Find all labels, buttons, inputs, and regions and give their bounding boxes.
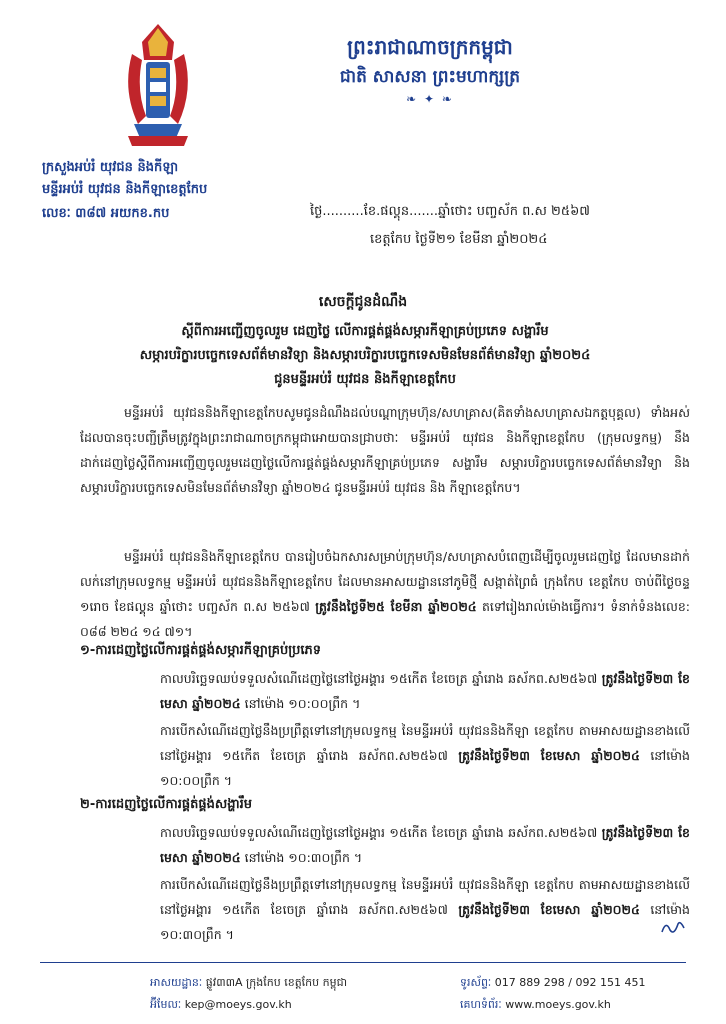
closing-text: កាលបរិច្ឆេទឈប់ទទួលសំណើដេញថ្លៃនៅថ្ងៃអង្គារ ១៥កើត ខែចេត្រ ឆ្នាំរោង ឆស័កព.ស២៥៦៧: [160, 825, 598, 840]
footer-divider: [40, 962, 686, 963]
opening-date: ត្រូវនឹងថ្ងៃទី២៣ ខែមេសា ឆ្នាំ២០២៤: [458, 748, 640, 763]
footer-address: [150, 976, 347, 992]
document-title: សេចក្តីជូនដំណឹង: [318, 294, 408, 310]
closing-date: ត្រូវនឹងថ្ងៃទី២៣ ខែមេសា ឆ្នាំ២០២៤: [160, 825, 690, 865]
paragraph-2-tail: តទៅរៀងរាល់ម៉ោងធ្វើការ។ ទំនាក់ទំនងលេខ: ០៨៨ ២២៤ ១៤ ៧១។: [80, 599, 690, 639]
section-2-opening: [160, 872, 690, 947]
subject-line: សម្ភារបរិក្ខារបច្ចេកទេសព័ត៌មានវិទ្យា និងសម្ភារបរិក្ខារបច្ចេកទេសមិនមែនព័ត៌មានវិទ្យា ឆ្នាំ២០២៤: [139, 348, 591, 363]
website-value[interactable]: www.moeys.gov.kh: [505, 998, 611, 1011]
phone-value: 017 889 298 / 092 151 451: [494, 976, 646, 989]
initials-signature: [660, 918, 686, 938]
section-1-closing: [160, 666, 690, 716]
email-label: អ៊ីមែលៈ: [150, 998, 182, 1011]
paragraph-2-date: ត្រូវនឹងថ្ងៃទី២៥ ខែមីនា ឆ្នាំ២០២៤: [315, 599, 477, 614]
footer-phone: [460, 976, 645, 992]
opening-text: ការបើកសំណើដេញថ្លៃនឹងប្រព្រឹត្តទៅនៅក្រុមលទ្ធកម្ម នៃមន្ទីរអប់រំ យុវជននិងកីឡា ខេត្តកែប តាមអាសយដ្ឋានខាងលើ នៅថ្ងៃអង្គារ ១៥កើត ខែចេត្រ ឆ្នាំរោង ឆស័កព.ស២៥៦៧: [160, 877, 690, 917]
closing-text: កាលបរិច្ឆេទឈប់ទទួលសំណើដេញថ្លៃនៅថ្ងៃអង្គារ ១៥កើត ខែចេត្រ ឆ្នាំរោង ឆស័កព.ស២៥៦៧: [160, 671, 598, 686]
body-paragraph-2: [80, 544, 690, 644]
paragraph-2-lead: មន្ទីរអប់រំ យុវជននិងកីឡាខេត្តកែប បានរៀបចំឯកសារសម្រាប់ក្រុមហ៊ុន/សហគ្រាសបំពេញដើម្បីចូលរួមដេញថ្លៃ ដែលមានដាក់លក់នៅក្រុមលទ្ធកម្ម មន្ទីរអប់រំ យុវជននិងកីឡាខេត្តកែប ដែលមានអាសយដ្ឋាននៅភូមិថ្មី សង្កាត់ព្រៃធំ ក្រុងកែប ខេត្តកែប ចាប់ពីថ្ងៃចន្ទ ១រោច ខែផល្គុន ឆ្នាំថោះ បញ្ចស័ក ព.ស ២៥៦៧: [80, 549, 690, 614]
footer-website: [460, 998, 611, 1014]
reference-number: លេខៈ ៣៨៧ អយកខ.កប: [42, 206, 170, 221]
phone-label: ទូរស័ព្ទៈ: [460, 976, 492, 989]
opening-date: ត្រូវនឹងថ្ងៃទី២៣ ខែមេសា ឆ្នាំ២០២៤: [458, 902, 640, 917]
ministry-name: ក្រសួងអប់រំ យុវជន និងកីឡា: [42, 160, 179, 175]
closing-time: នៅម៉ោង ១០:០០ព្រឹក ។: [240, 696, 361, 711]
opening-text: ការបើកសំណើដេញថ្លៃនឹងប្រព្រឹត្តទៅនៅក្រុមលទ្ធកម្ម នៃមន្ទីរអប់រំ យុវជននិងកីឡា ខេត្តកែប តាមអាសយដ្ឋានខាងលើ នៅថ្ងៃអង្គារ ១៥កើត ខែចេត្រ ឆ្នាំរោង ឆស័កព.ស២៥៦៧: [160, 723, 690, 763]
ministry-emblem: [118, 20, 198, 150]
kingdom-heading: ព្រះរាជាណាចក្រកម្ពុជា: [347, 35, 513, 59]
address-value: ផ្លូវ៣៣A ក្រុងកែប ខេត្តកែប កម្ពុជា: [205, 976, 348, 989]
solar-date: ខេត្តកែប ថ្ងៃទី២១ ខែមីនា ឆ្នាំ២០២៤: [370, 232, 548, 247]
opening-time: នៅម៉ោង ១០:០០ព្រឹក ។: [160, 748, 690, 788]
closing-date: ត្រូវនឹងថ្ងៃទី២៣ ខែមេសា ឆ្នាំ២០២៤: [160, 671, 690, 711]
document-subject: [40, 320, 690, 392]
body-paragraph-1: មន្ទីរអប់រំ យុវជននិងកីឡាខេត្តកែបសូមជូនដំណឹងដល់បណ្តាក្រុមហ៊ុន/សហគ្រាស(គិតទាំងសហគ្រាសឯកត្តបុគ្គល) ទាំងអស់ដែលបានចុះបញ្ជីត្រឹមត្រូវក្នុងព្រះរាជាណាចក្រកម្ពុជាអោយបានជ្រាបថាៈ មន្ទីរអប់រំ យុវជន និងកីឡាខេត្តកែប (ក្រុមលទ្ធកម្ម) នឹងដាក់ដេញថ្លៃស្តីពីការអញ្ជើញចូលរួមដេញថ្លៃលើការផ្គត់ផ្គង់សម្ភារកីឡាគ្រប់ប្រភេទ សង្ហារឹម សម្ភារបរិក្ខារបច្ចេកទេសព័ត៌មានវិទ្យា និងសម្ភារបរិក្ខារបច្ចេកទេសមិនមែនព័ត៌មានវិទ្យា ឆ្នាំ២០២៤ ជូនមន្ទីរអប់រំ យុវជន និង កីឡាខេត្តកែប។: [80, 405, 690, 495]
subject-line: ស្តីពីការអញ្ជើញចូលរួម ដេញថ្លៃ លើការផ្គត់ផ្គង់សម្ភារកីឡាគ្រប់ប្រភេទ សង្ហារឹម: [181, 324, 549, 339]
motto-ornament: ❧ ✦ ❧: [406, 92, 454, 106]
address-label: អាសយដ្ឋានៈ: [150, 976, 203, 989]
section-1-heading: ១-ការដេញថ្លៃលើការផ្គត់ផ្គង់សម្ភារកីឡាគ្រប់ប្រភេទ: [80, 643, 322, 658]
email-value[interactable]: kep@moeys.gov.kh: [184, 998, 292, 1011]
national-motto: ជាតិ សាសនា ព្រះមហាក្សត្រ: [339, 67, 521, 87]
closing-time: នៅម៉ោង ១០:៣០ព្រឹក ។: [240, 850, 363, 865]
section-2-closing: [160, 820, 690, 870]
department-name: មន្ទីរអប់រំ យុវជន និងកីឡាខេត្តកែប: [42, 182, 208, 197]
section-1-opening: [160, 718, 690, 793]
website-label: គេហទំព័រៈ: [460, 998, 502, 1011]
footer-email: [150, 998, 292, 1014]
section-2-heading: ២-ការដេញថ្លៃលើការផ្គត់ផ្គង់សង្ហារឹម: [80, 797, 253, 812]
subject-line: ជូនមន្ទីរអប់រំ យុវជន និងកីឡាខេត្តកែប: [274, 372, 456, 387]
lunar-date: ថ្ងៃ..........ខែ.ផល្គុន.......ឆ្នាំថោះ បញ្ចស័ក ព.ស ២៥៦៧: [310, 204, 590, 219]
opening-time: នៅម៉ោង ១០:៣០ព្រឹក ។: [160, 902, 690, 942]
